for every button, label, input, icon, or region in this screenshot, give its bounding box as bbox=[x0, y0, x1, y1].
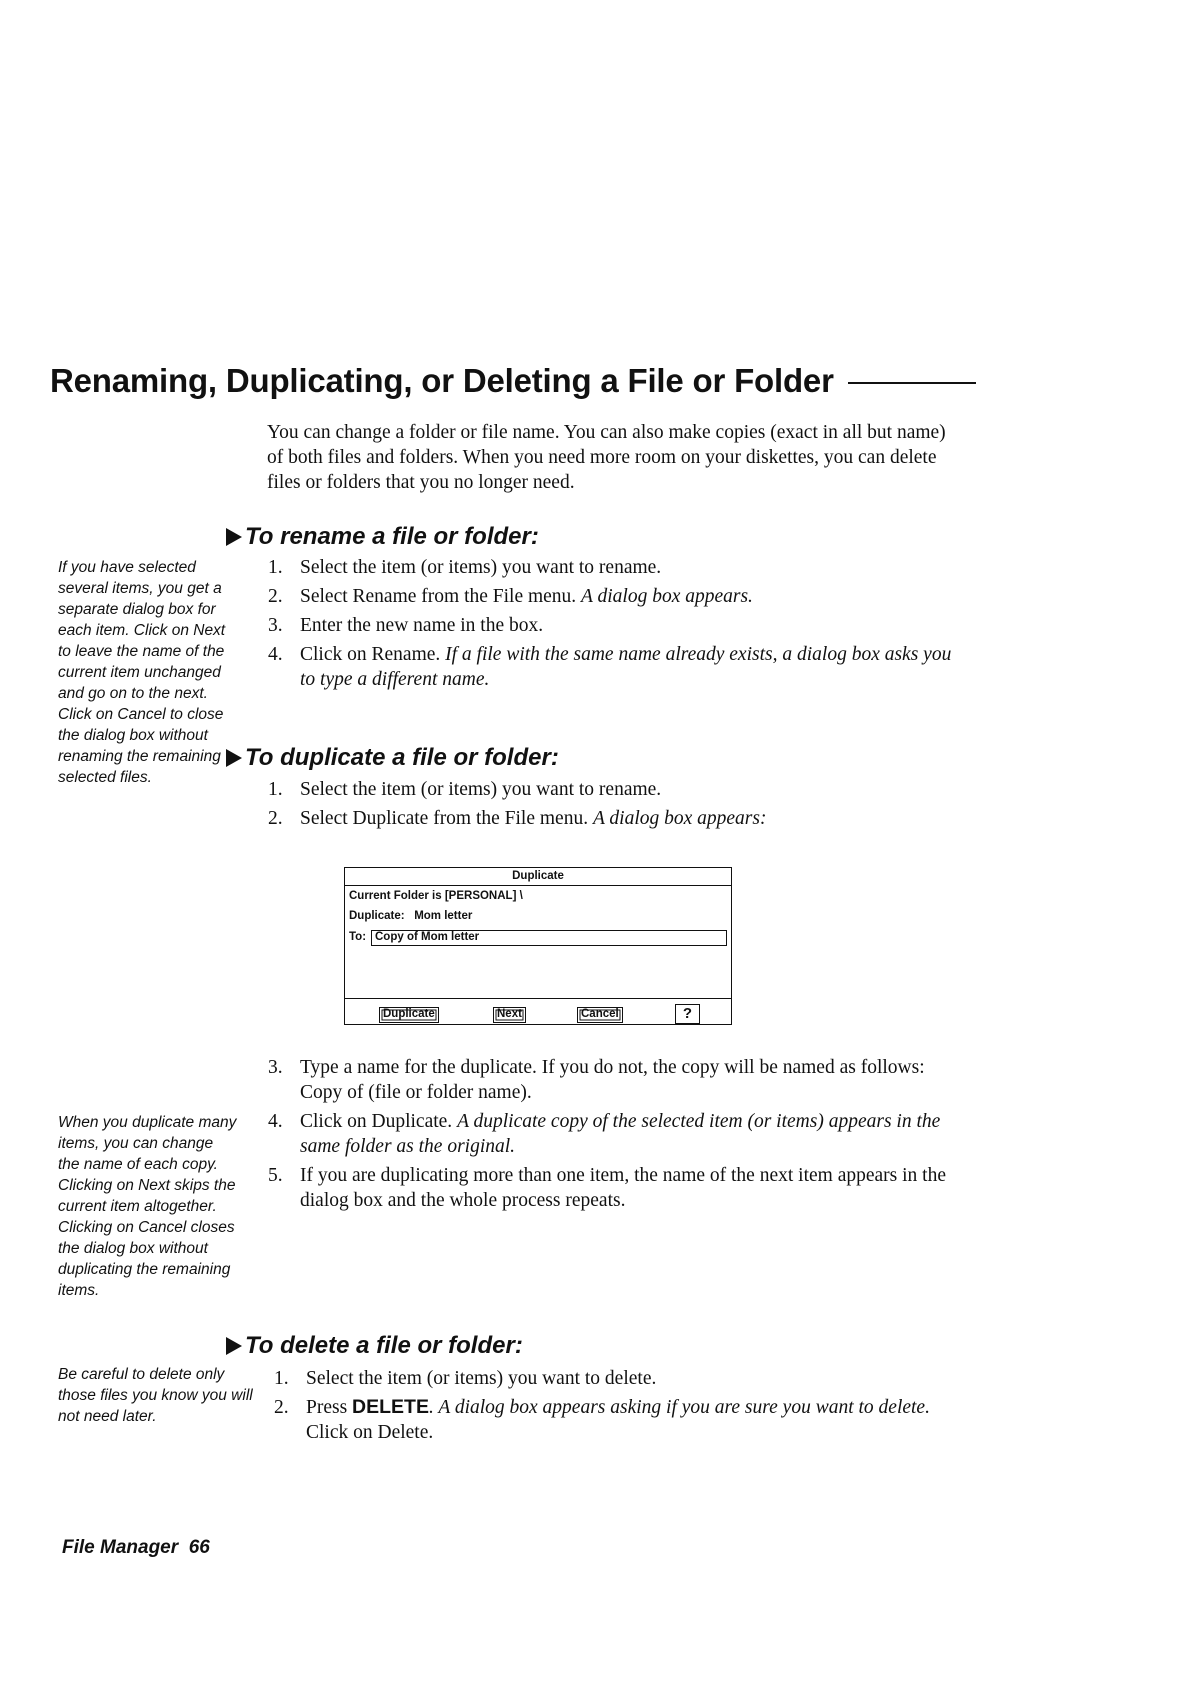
step-number: 3. bbox=[268, 615, 283, 636]
step-result-text: A duplicate copy of the selected item (or items) appears in the same folder as the original. bbox=[300, 1111, 941, 1157]
step-number: 2. bbox=[268, 808, 283, 829]
rename-step bbox=[268, 642, 958, 692]
page-footer: File Manager 66 bbox=[62, 1537, 210, 1558]
duplicate-step bbox=[268, 777, 958, 802]
rename-steps bbox=[268, 555, 958, 696]
duplicate-step bbox=[268, 1109, 958, 1159]
to-name-input[interactable]: Copy of Mom letter bbox=[371, 930, 727, 946]
duplicate-dialog bbox=[344, 867, 732, 1025]
step-number: 2. bbox=[274, 1397, 289, 1418]
delete-heading-text: To delete a file or folder: bbox=[245, 1332, 523, 1359]
step-text: Type a name for the duplicate. If you do not, the copy will be named as follows: Copy of (file or folder name). bbox=[300, 1057, 925, 1103]
step-text: If you are duplicating more than one item, the name of the next item appears in the dialog box and the whole process repeats. bbox=[300, 1165, 946, 1211]
to-line bbox=[349, 931, 729, 943]
step-text: Enter the new name in the box. bbox=[300, 615, 544, 636]
duplicate-side-note: When you duplicate many items, you can change the name of each copy. Clicking on Next skips the current item altogether. Clicking on Cancel closes the dialog box without duplicating the remaining items. bbox=[58, 1114, 237, 1299]
duplicate-heading-text: To duplicate a file or folder: bbox=[245, 744, 559, 771]
delete-step bbox=[274, 1366, 964, 1391]
duplicate-step bbox=[268, 806, 958, 831]
step-result-text: A dialog box appears. bbox=[581, 586, 753, 607]
step-text: Select Rename from the File menu. bbox=[300, 586, 582, 607]
duplicate-heading bbox=[226, 744, 559, 772]
step-text: Press bbox=[306, 1397, 353, 1418]
step-number: 3. bbox=[268, 1057, 283, 1078]
step-number: 1. bbox=[268, 779, 283, 800]
rename-step bbox=[268, 613, 958, 638]
arrow-right-icon bbox=[226, 1337, 242, 1355]
intro-paragraph: You can change a folder or file name. You can also make copies (exact in all but name) of both files and folders. When you need more room on your diskettes, you can delete files or folders that you no longer need. bbox=[267, 422, 946, 493]
title-rule bbox=[848, 382, 976, 384]
dialog-divider bbox=[345, 998, 731, 999]
step-number: 1. bbox=[274, 1368, 289, 1389]
step-text: Select Duplicate from the File menu. bbox=[300, 808, 593, 829]
duplicate-source-line bbox=[349, 910, 472, 922]
step-number: 5. bbox=[268, 1165, 283, 1186]
page-title bbox=[50, 362, 1160, 400]
step-result-text: . A dialog box appears asking if you are sure you want to delete. bbox=[428, 1397, 930, 1418]
next-button[interactable]: Next bbox=[493, 1007, 526, 1023]
arrow-right-icon bbox=[226, 749, 242, 767]
page-title-text: Renaming, Duplicating, or Deleting a File or Folder bbox=[50, 362, 834, 399]
delete-steps bbox=[274, 1366, 964, 1449]
rename-heading bbox=[226, 523, 539, 551]
dialog-title: Duplicate bbox=[345, 868, 731, 886]
step-number: 1. bbox=[268, 557, 283, 578]
delete-key-label: DELETE bbox=[352, 1396, 429, 1418]
step-number: 4. bbox=[268, 1111, 283, 1132]
duplicate-steps-before bbox=[268, 777, 958, 835]
step-text: Select the item (or items) you want to delete. bbox=[306, 1368, 657, 1389]
delete-side-note: Be careful to delete only those files you know you will not need later. bbox=[58, 1366, 253, 1425]
delete-step bbox=[274, 1395, 964, 1445]
duplicate-step bbox=[268, 1055, 958, 1105]
rename-heading-text: To rename a file or folder: bbox=[245, 523, 539, 550]
rename-step bbox=[268, 555, 958, 580]
rename-side-note: If you have selected several items, you get a separate dialog box for each item. Click on Next to leave the name of the current item unchanged and go on to the next. Click on Cancel to close the dialog box without renaming the remaining selected files. bbox=[58, 559, 226, 786]
duplicate-source-value: Mom letter bbox=[414, 910, 473, 922]
step-text: Click on Duplicate. bbox=[300, 1111, 458, 1132]
duplicate-button[interactable]: Duplicate bbox=[379, 1007, 439, 1023]
step-number: 4. bbox=[268, 644, 283, 665]
to-label: To: bbox=[349, 931, 367, 943]
step-number: 2. bbox=[268, 586, 283, 607]
step-text-end: Click on Delete. bbox=[306, 1422, 434, 1443]
current-folder-line: Current Folder is [PERSONAL] \ bbox=[349, 890, 523, 902]
duplicate-source-label: Duplicate: bbox=[349, 910, 405, 922]
step-text: Click on Rename. bbox=[300, 644, 446, 665]
duplicate-steps-after bbox=[268, 1055, 958, 1217]
arrow-right-icon bbox=[226, 528, 242, 546]
step-result-text: If a file with the same name already exists, a dialog box asks you to type a different name. bbox=[300, 644, 952, 690]
help-button[interactable]: ? bbox=[675, 1004, 700, 1024]
step-text: Select the item (or items) you want to rename. bbox=[300, 779, 662, 800]
step-result-text: A dialog box appears: bbox=[592, 808, 767, 829]
step-text: Select the item (or items) you want to rename. bbox=[300, 557, 662, 578]
rename-step bbox=[268, 584, 958, 609]
delete-heading bbox=[226, 1332, 523, 1360]
cancel-button[interactable]: Cancel bbox=[577, 1007, 623, 1023]
duplicate-step bbox=[268, 1163, 958, 1213]
